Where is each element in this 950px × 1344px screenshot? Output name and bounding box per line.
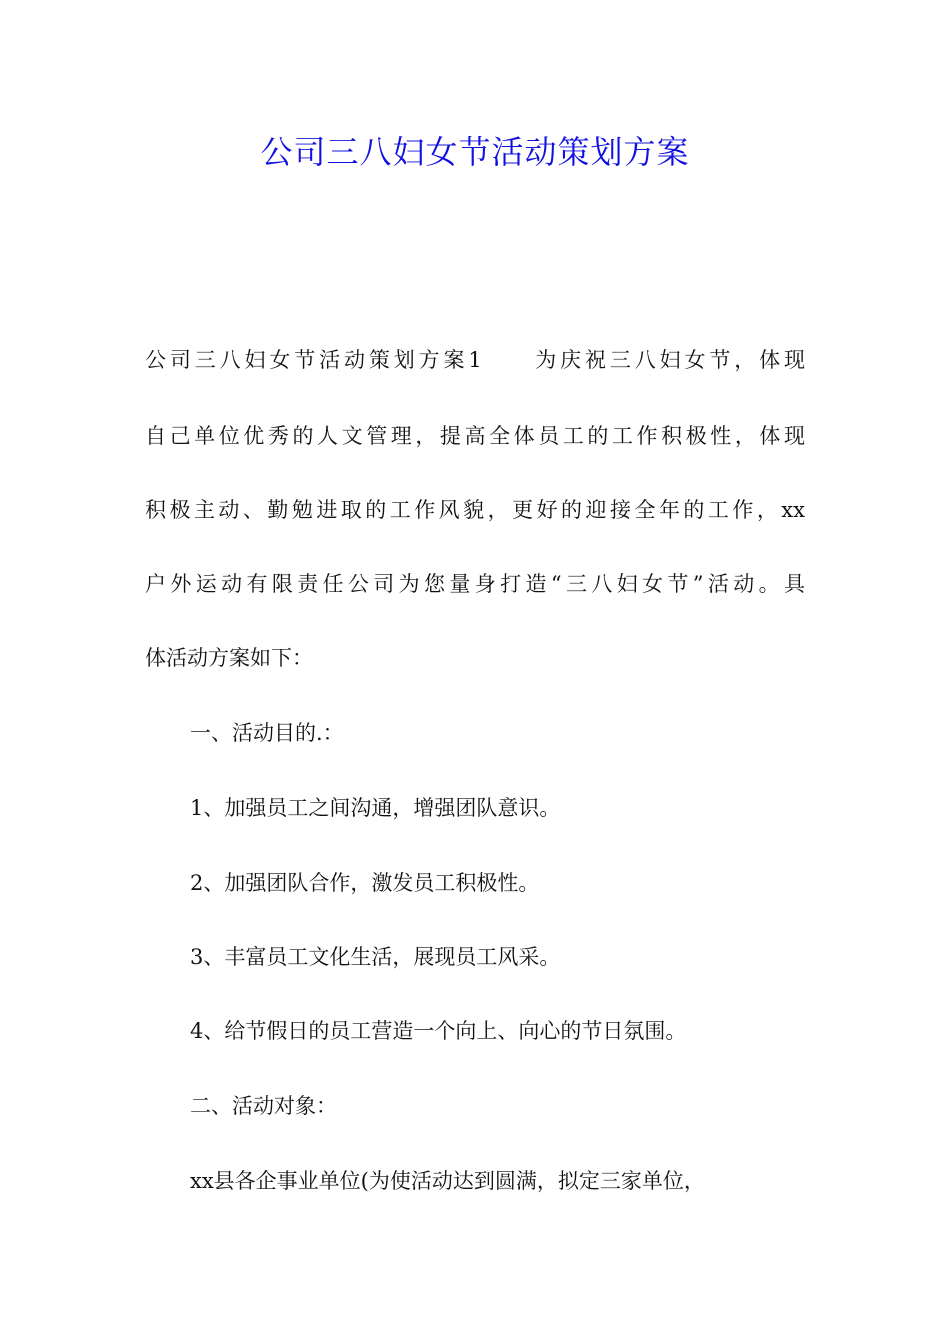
body-line-3: 积极主动、勤勉进取的工作风貌，更好的迎接全年的工作，xx [145, 498, 805, 522]
body-line-5: 体活动方案如下： [145, 646, 313, 670]
body-line-2: 自己单位优秀的人文管理，提高全体员工的工作积极性，体现 [145, 424, 805, 448]
body-line-1: 公司三八妇女节活动策划方案1 为庆祝三八妇女节，体现 [145, 348, 805, 372]
list-item-2: 2、加强团队合作，激发员工积极性。 [190, 871, 540, 895]
list-item-3: 3、丰富员工文化生活，展现员工风采。 [190, 945, 561, 969]
document-title: 公司三八妇女节活动策划方案 [260, 133, 690, 171]
section-heading-target: 二、活动对象： [190, 1094, 337, 1118]
list-item-4: 4、给节假日的员工营造一个向上、向心的节日氛围。 [190, 1019, 687, 1043]
section-heading-purpose: 一、活动目的.： [190, 721, 344, 745]
list-item-1: 1、加强员工之间沟通，增强团队意识。 [190, 796, 561, 820]
body-line-4: 户外运动有限责任公司为您量身打造“三八妇女节”活动。具 [145, 572, 805, 596]
body-line-target: xx县各企事业单位(为使活动达到圆满，拟定三家单位， [190, 1169, 705, 1193]
